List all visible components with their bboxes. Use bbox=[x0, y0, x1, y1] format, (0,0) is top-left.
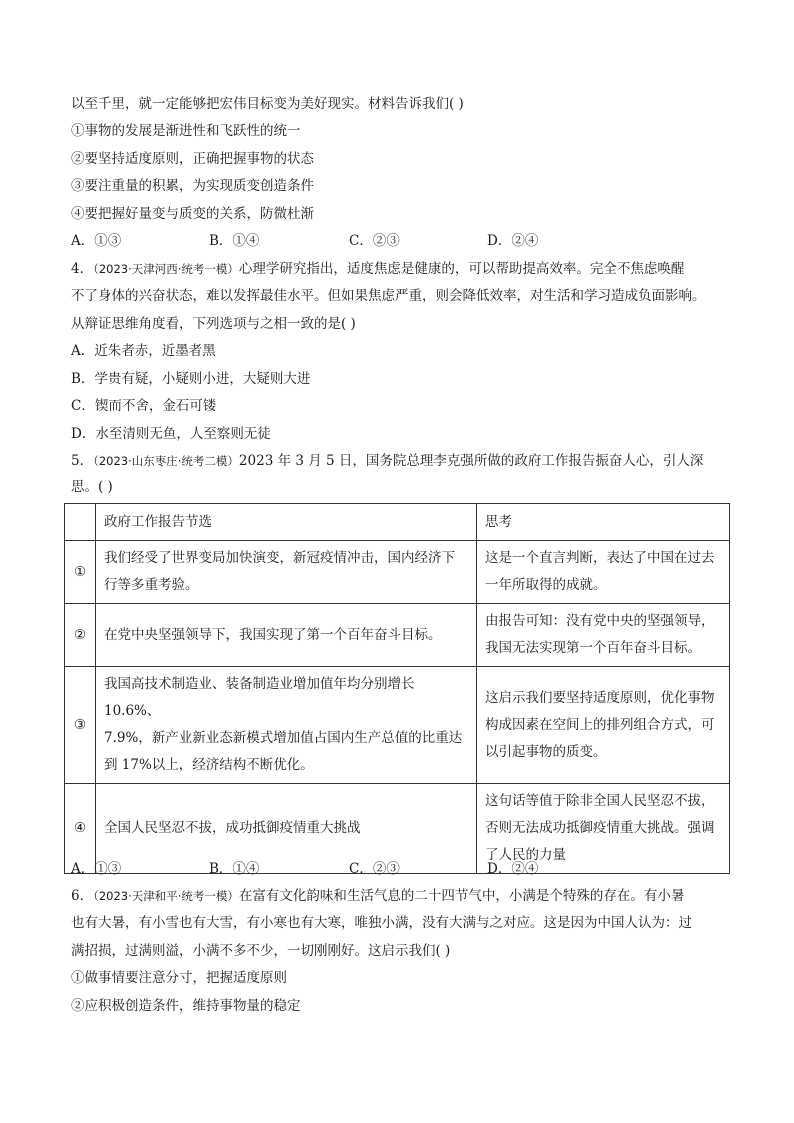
table-header-row bbox=[65, 504, 730, 541]
thought-line: 这句话等值于除非全国人民坚忍不拔， bbox=[485, 793, 715, 809]
q3-option-c[interactable]: C．②③ bbox=[349, 233, 400, 249]
q3-item-1: ①事物的发展是渐进性和飞跃性的统一 bbox=[71, 123, 301, 139]
row-excerpt bbox=[96, 667, 477, 784]
q5-option-a[interactable]: A．①③ bbox=[71, 861, 122, 877]
q4-option-a[interactable]: A．近朱者赤，近墨者黑 bbox=[71, 343, 216, 359]
excerpt-line: 7.9%，新产业新业态新模式增加值占国内生产总值的比重达 bbox=[104, 730, 463, 746]
q4-number: 4． bbox=[71, 261, 94, 277]
row-excerpt bbox=[96, 604, 477, 667]
row-thought bbox=[477, 667, 730, 784]
row-number: ① bbox=[65, 541, 96, 604]
row-thought bbox=[477, 541, 730, 604]
excerpt-line: 全国人民坚忍不拔，成功抵御疫情重大挑战 bbox=[104, 820, 361, 836]
thought-line: 了人民的力量 bbox=[485, 847, 566, 863]
excerpt-line: 我们经受了世界变局加快演变，新冠疫情冲击，国内经济下 bbox=[104, 550, 455, 566]
thought-line: 一年所取得的成就。 bbox=[485, 577, 607, 593]
q3-option-a[interactable]: A．①③ bbox=[71, 233, 122, 249]
q6-stem-line-2: 也有大暑，有小雪也有大雪，有小寒也有大寒，唯独小满，没有大满与之对应。这是因为中国人认为：过 bbox=[71, 915, 692, 931]
header-cell-thought: 思考 bbox=[477, 504, 730, 541]
table-row bbox=[65, 667, 730, 784]
thought-line: 我国无法实现第一个百年奋斗目标。 bbox=[485, 640, 701, 656]
header-cell-num bbox=[65, 504, 96, 541]
q3-option-d[interactable]: D．②④ bbox=[487, 233, 539, 249]
q5-stem-line-1 bbox=[71, 452, 703, 470]
q6-stem-line-1 bbox=[71, 887, 684, 905]
row-thought bbox=[477, 604, 730, 667]
q4-option-d[interactable]: D．水至清则无鱼，人至察则无徒 bbox=[71, 426, 271, 442]
q3-item-4: ④要把握好量变与质变的关系，防微杜渐 bbox=[71, 206, 314, 222]
q6-stem-1: 在富有文化韵味和生活气息的二十四节气中，小满是个特殊的存在。有小暑 bbox=[238, 888, 685, 904]
excerpt-line: 到 17%以上，经济结构不断优化。 bbox=[104, 757, 314, 773]
row-excerpt bbox=[96, 541, 477, 604]
thought-line: 由报告可知：没有党中央的坚强领导， bbox=[485, 613, 715, 629]
table-row bbox=[65, 541, 730, 604]
q4-option-c[interactable]: C．锲而不舍，金石可镂 bbox=[71, 398, 217, 414]
q3-item-3: ③要注重量的积累，为实现质变创造条件 bbox=[71, 178, 314, 194]
header-cell-excerpt: 政府工作报告节选 bbox=[96, 504, 477, 541]
q6-stem-line-3: 满招损，过满则溢，小满不多不少，一切刚刚好。这启示我们( ) bbox=[71, 943, 451, 959]
q5-option-c[interactable]: C．②③ bbox=[349, 861, 400, 877]
report-table bbox=[64, 503, 730, 874]
q6-source: （2023·天津和平·统考一模） bbox=[93, 889, 239, 903]
q5-source: （2023·山东枣庄·统考二模） bbox=[93, 454, 239, 468]
q4-option-b[interactable]: B．学贵有疑，小疑则小进，大疑则大进 bbox=[71, 371, 311, 387]
q5-stem-1: 2023 年 3 月 5 日，国务院总理李克强所做的政府工作报告振奋人心，引人深 bbox=[238, 453, 704, 469]
q5-option-d[interactable]: D．②④ bbox=[487, 861, 539, 877]
thought-line: 以引起事物的质变。 bbox=[485, 743, 607, 760]
excerpt-line: 行等多重考验。 bbox=[104, 577, 199, 593]
q4-stem-line-3: 从辩证思维角度看，下列选项与之相一致的是( ) bbox=[71, 316, 356, 332]
q6-item-1: ①做事情要注意分寸，把握适度原则 bbox=[71, 970, 287, 986]
q4-stem-1: 心理学研究指出，适度焦虑是健康的，可以帮助提高效率。完全不焦虑唤醒 bbox=[238, 261, 685, 277]
q4-source: （2023·天津河西·统考一模） bbox=[93, 262, 239, 276]
q5-number: 5． bbox=[71, 453, 94, 469]
q3-stem-line: 以至千里，就一定能够把宏伟目标变为美好现实。材料告诉我们( ) bbox=[71, 96, 464, 112]
excerpt-line: 在党中央坚强领导下，我国实现了第一个百年奋斗目标。 bbox=[104, 626, 442, 643]
row-number: ③ bbox=[65, 667, 96, 784]
excerpt-line: 我国高技术制造业、装备制造业增加值年均分别增长 10.6%、 bbox=[104, 676, 415, 719]
q3-option-b[interactable]: B．①④ bbox=[209, 233, 260, 249]
q4-stem-line-2: 不了身体的兴奋状态，难以发挥最佳水平。但如果焦虑严重，则会降低效率，对生活和学习造成负面影响。 bbox=[71, 288, 706, 304]
table-row bbox=[65, 604, 730, 667]
q5-option-b[interactable]: B．①④ bbox=[209, 861, 260, 877]
thought-line: 这是一个直言判断，表达了中国在过去 bbox=[485, 550, 715, 566]
row-excerpt bbox=[96, 784, 477, 874]
q4-stem-line-1 bbox=[71, 260, 684, 278]
thought-line: 这启示我们要坚持适度原则，优化事物 bbox=[485, 689, 715, 706]
row-number: ② bbox=[65, 604, 96, 667]
q5-stem-line-2: 思。( ) bbox=[71, 479, 113, 495]
q3-item-2: ②要坚持适度原则，正确把握事物的状态 bbox=[71, 151, 314, 167]
thought-line: 构成因素在空间上的排列组合方式，可 bbox=[485, 716, 715, 733]
thought-line: 否则无法成功抵御疫情重大挑战。强调 bbox=[485, 820, 715, 836]
q6-item-2: ②应积极创造条件，维持事物量的稳定 bbox=[71, 998, 301, 1014]
q6-number: 6． bbox=[71, 888, 94, 904]
row-number: ④ bbox=[65, 784, 96, 874]
